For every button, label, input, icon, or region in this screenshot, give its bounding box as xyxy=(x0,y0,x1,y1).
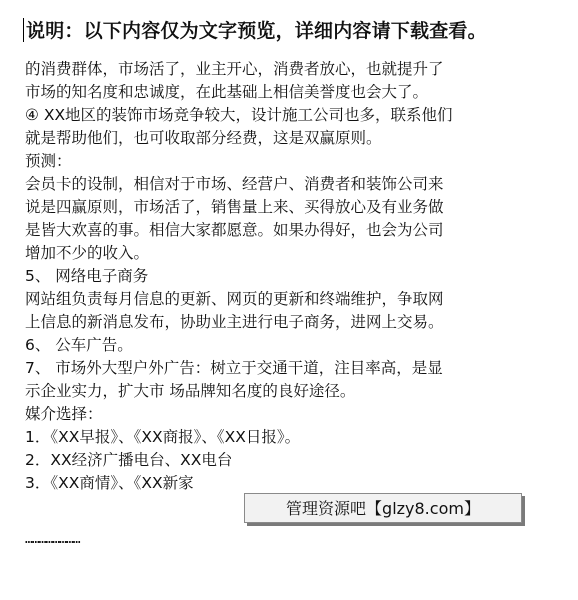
section-heading-media: 媒介选择： xyxy=(25,405,103,423)
section-heading-forecast: 预测： xyxy=(25,152,72,170)
body-line: 说是四赢原则，市场活了，销售量上来、买得放心及有业务做 xyxy=(25,198,444,216)
body-line: 增加不少的收入。 xyxy=(25,244,150,262)
body-line: 会员卡的设制，相信对于市场、经营户、消费者和装饰公司来 xyxy=(25,175,444,193)
body-line: 上信息的新消息发布，协助业主进行电子商务，进网上交易。 xyxy=(25,313,444,331)
body-line: 就是帮助他们，也可收取部分经费，这是双赢原则。 xyxy=(25,129,382,147)
truncation-dots: …………………… xyxy=(25,532,80,547)
body-line: 示企业实力，扩大市 场品牌知名度的良好途径。 xyxy=(25,382,356,400)
media-item-1: 1．《XX早报》、《XX商报》、《XX日报》。 xyxy=(25,428,301,446)
watermark-badge: 管理资源吧【glzy8.com】 xyxy=(244,493,522,523)
list-item-7: 7、 市场外大型户外广告：树立于交通干道，注目率高，是显 xyxy=(25,359,443,377)
media-item-2: 2．XX经济广播电台、XX电台 xyxy=(25,451,233,469)
body-line: 网站组负责每月信息的更新、网页的更新和终端维护，争取网 xyxy=(25,290,444,308)
list-item-6: 6、 公车广告。 xyxy=(25,336,133,354)
body-line: ④ XX地区的装饰市场竞争较大，设计施工公司也多，联系他们 xyxy=(25,106,453,124)
body-line: 市场的知名度和忠诚度，在此基础上相信美誉度也会大了。 xyxy=(25,83,429,101)
list-item-5: 5、 网络电子商务 xyxy=(25,267,149,285)
preview-notice xyxy=(14,16,574,46)
body-line: 的消费群体，市场活了，业主开心，消费者放心，也就提升了 xyxy=(25,60,444,78)
text-cursor xyxy=(23,18,24,42)
body-line: 是皆大欢喜的事。相信大家都愿意。如果办得好，也会为公司 xyxy=(25,221,444,239)
preview-notice-text: 说明：以下内容仅为文字预览，详细内容请下载查看。 xyxy=(26,20,487,42)
document-body xyxy=(25,58,565,495)
media-item-3: 3．《XX商情》、《XX新家 xyxy=(25,474,194,492)
